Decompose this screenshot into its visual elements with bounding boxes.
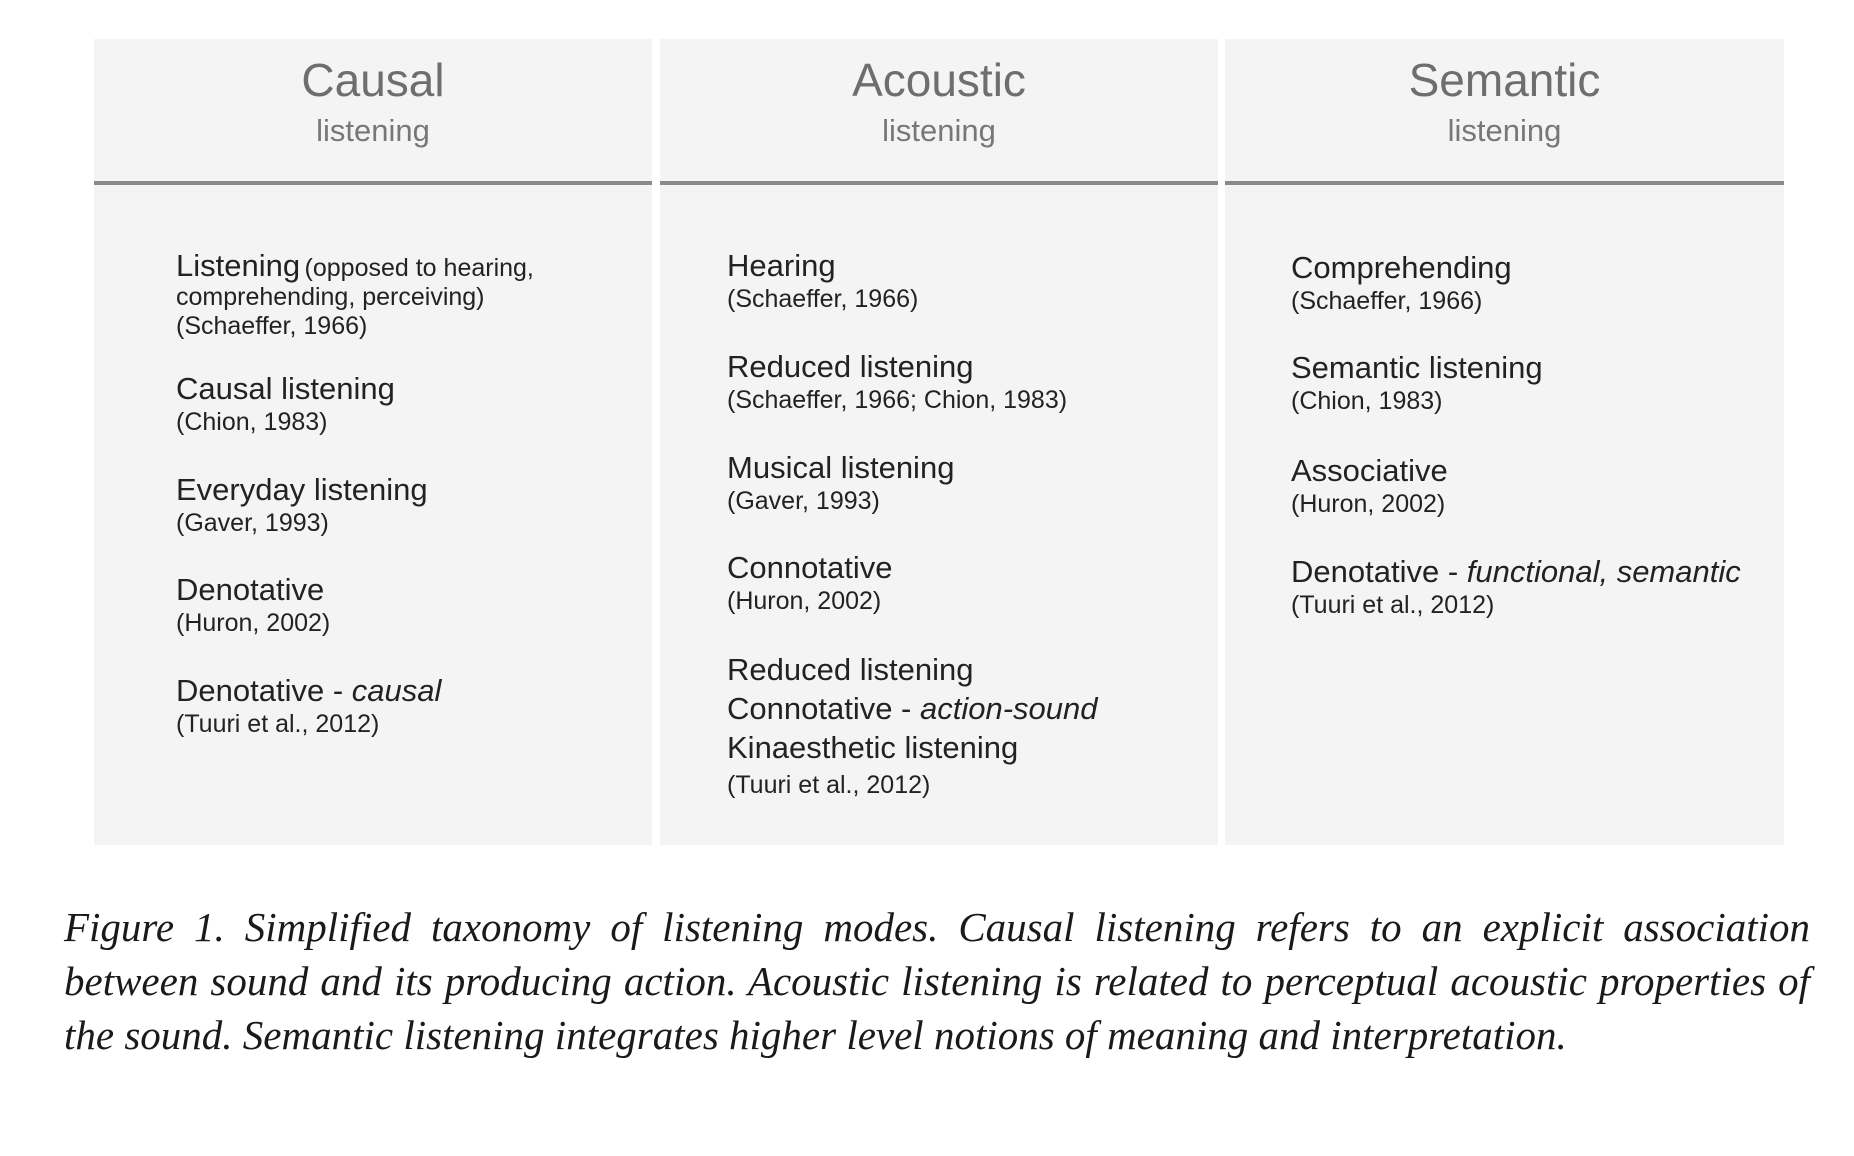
semantic-column-title: Semantic bbox=[1408, 54, 1601, 106]
acoustic-entry-musical-listening bbox=[727, 452, 954, 514]
causal-entry-listening bbox=[176, 250, 534, 339]
entry-term-emphasis: action-sound bbox=[920, 690, 1098, 726]
entry-citation: (Tuuri et al., 2012) bbox=[727, 771, 931, 800]
acoustic-entry-reduced-listening bbox=[727, 351, 1067, 413]
causal-entry-denotative bbox=[176, 574, 330, 636]
causal-column bbox=[94, 39, 652, 845]
acoustic-entry-hearing bbox=[727, 250, 918, 312]
semantic-entry-associative bbox=[1291, 455, 1448, 517]
entry-citation: (Chion, 1983) bbox=[176, 408, 328, 436]
acoustic-entry-tuuri-group bbox=[727, 651, 1098, 798]
entry-term: Connotative bbox=[727, 550, 893, 585]
causal-column-title: Causal bbox=[301, 54, 445, 106]
causal-entry-causal-listening bbox=[176, 373, 395, 435]
figure-caption: Figure 1. Simplified taxonomy of listening modes. Causal listening refers to an explicit association between sound and its producing action. Acoustic listening is related to perceptual acoustic properties of the sound. Semantic listening integrates higher level notions of meaning and interpretation. bbox=[64, 904, 1810, 1058]
entry-citation: (Huron, 2002) bbox=[176, 609, 331, 637]
causal-column-subtitle: listening bbox=[316, 113, 430, 148]
entry-term: Causal listening bbox=[176, 371, 395, 406]
entry-citation: (Chion, 1983) bbox=[1291, 387, 1443, 415]
entry-term: Listening bbox=[176, 248, 301, 283]
entry-citation: (Schaeffer, 1966) bbox=[176, 312, 368, 340]
causal-entry-everyday-listening bbox=[176, 474, 428, 536]
semantic-column bbox=[1225, 39, 1784, 845]
entry-term: Everyday listening bbox=[176, 472, 428, 507]
semantic-entry-denotative-functional bbox=[1291, 556, 1741, 618]
entry-term: Reduced listening bbox=[727, 349, 974, 384]
entry-term: Hearing bbox=[727, 248, 836, 283]
entry-note: comprehending, perceiving) bbox=[176, 283, 485, 311]
causal-column-header bbox=[94, 39, 652, 179]
entry-citation: (Huron, 2002) bbox=[1291, 490, 1446, 518]
entry-term: Reduced listening bbox=[727, 652, 974, 687]
entry-term: Denotative - bbox=[1291, 554, 1467, 589]
semantic-entry-comprehending bbox=[1291, 252, 1512, 314]
entry-term: Semantic listening bbox=[1291, 350, 1543, 385]
entry-citation: (Schaeffer, 1966) bbox=[727, 285, 919, 313]
semantic-entry-semantic-listening bbox=[1291, 352, 1543, 414]
acoustic-entry-connotative bbox=[727, 552, 892, 614]
taxonomy-diagram bbox=[94, 39, 1784, 845]
entry-term-emphasis: functional, semantic bbox=[1466, 554, 1741, 589]
acoustic-column-header bbox=[660, 39, 1218, 179]
entry-citation: (Huron, 2002) bbox=[727, 587, 882, 615]
semantic-column-header bbox=[1225, 39, 1784, 179]
entry-term: Denotative bbox=[176, 572, 325, 607]
causal-header-rule bbox=[94, 181, 652, 185]
entry-citation: (Schaeffer, 1966; Chion, 1983) bbox=[727, 386, 1068, 414]
entry-term: Connotative - bbox=[727, 690, 920, 726]
entry-term: Musical listening bbox=[727, 450, 955, 485]
semantic-header-rule bbox=[1225, 181, 1784, 185]
entry-citation: (Gaver, 1993) bbox=[727, 487, 880, 515]
acoustic-header-rule bbox=[660, 181, 1218, 185]
causal-entry-denotative-causal bbox=[176, 675, 441, 737]
entry-citation: (Gaver, 1993) bbox=[176, 509, 329, 537]
semantic-column-subtitle: listening bbox=[1447, 113, 1562, 148]
entry-term: Denotative - bbox=[176, 673, 352, 708]
acoustic-column-title: Acoustic bbox=[852, 54, 1026, 106]
entry-term: Kinaesthetic listening bbox=[727, 729, 1019, 765]
entry-citation: (Tuuri et al., 2012) bbox=[1291, 591, 1495, 619]
entry-term-emphasis: causal bbox=[351, 673, 442, 708]
entry-citation: (Schaeffer, 1966) bbox=[1291, 287, 1483, 315]
entry-note: (opposed to hearing, bbox=[304, 254, 534, 282]
entry-citation: (Tuuri et al., 2012) bbox=[176, 710, 380, 738]
entry-term: Comprehending bbox=[1291, 250, 1512, 285]
acoustic-column-subtitle: listening bbox=[882, 113, 996, 148]
entry-term: Associative bbox=[1291, 453, 1448, 488]
acoustic-column bbox=[660, 39, 1218, 845]
